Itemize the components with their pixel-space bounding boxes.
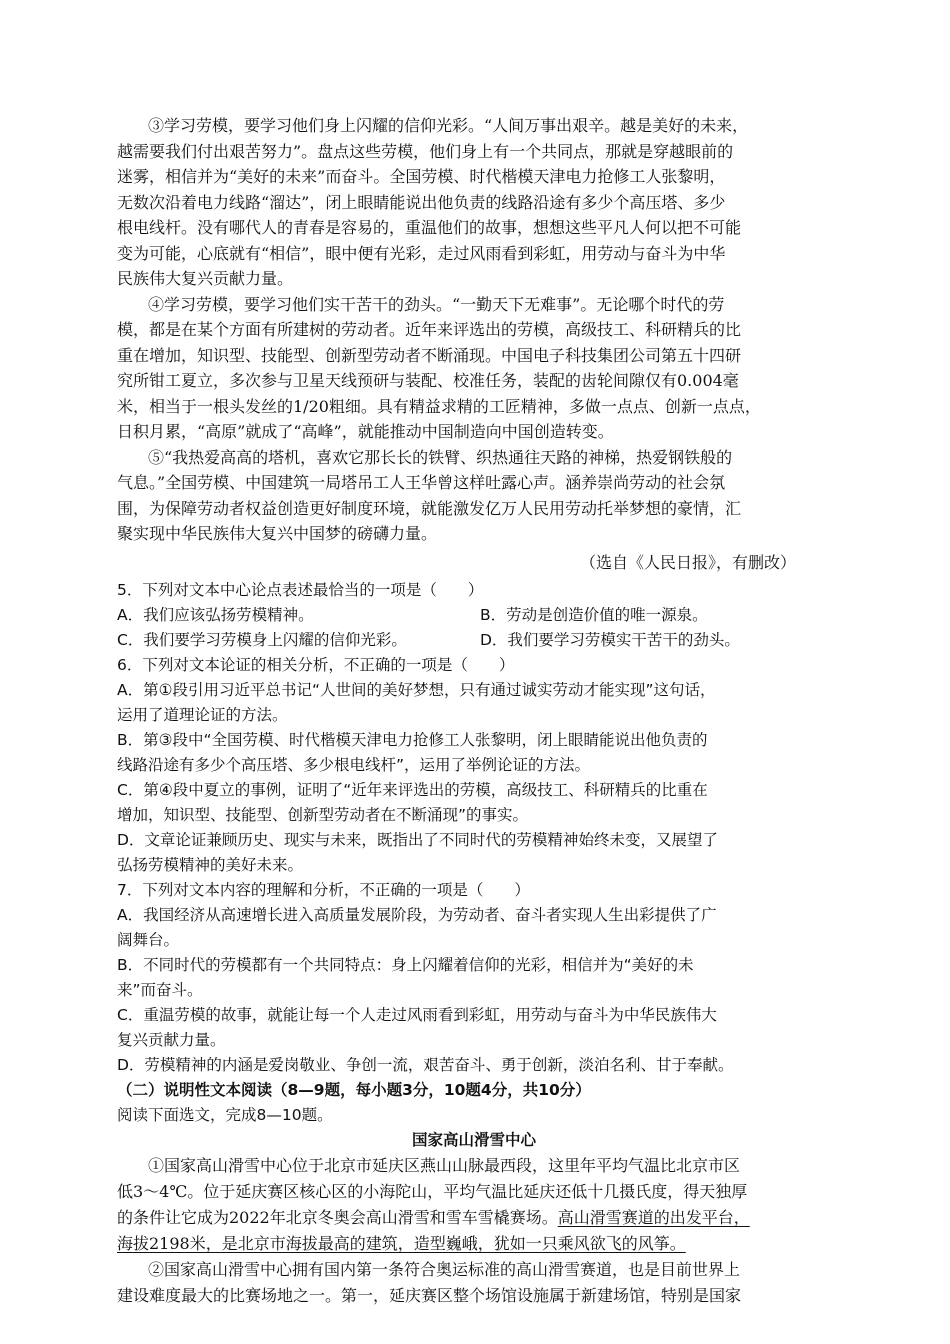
option-line: C．重温劳模的故事，就能让每一个人走过风雨看到彩虹，用劳动与奋斗为中华民族伟大 (117, 1006, 717, 1024)
text-line: 聚实现中华民族伟大复兴中国梦的磅礴力量。 (117, 524, 438, 543)
text-line: 米，相当于一根头发丝的1/20粗细。具有精益求精的工匠精神，多做一点点、创新一点点， (117, 397, 761, 416)
option-line: A．我国经济从高速增长进入高质量发展阶段，为劳动者、奋斗者实现人生出彩提供了广 (117, 906, 717, 924)
text-line: ②国家高山滑雪中心拥有国内第一条符合奥运标准的高山滑雪赛道，也是目前世界上 (148, 1260, 741, 1279)
text-line: 变为可能，心底就有“相信”，眼中便有光彩，走过风雨看到彩虹，用劳动与奋斗为中华 (117, 244, 726, 263)
section-heading: （二）说明性文本阅读（8—9题，每小题3分，10题4分，共10分） (117, 1081, 591, 1099)
option-line: 弘扬劳模精神的美好未来。 (117, 856, 304, 874)
text-line: 气息。”全国劳模、中国建筑一局塔吊工人王华曾这样吐露心声。涵养崇尚劳动的社会氛 (117, 473, 726, 492)
text-line: 根电线杆。没有哪代人的青春是容易的，重温他们的故事，想想这些平凡人何以把不可能 (117, 218, 742, 237)
option-line: 线路沿途有多少个高压塔、多少根电线杆”，运用了举例论证的方法。 (117, 756, 591, 774)
question-stem: 5．下列对文本中心论点表述最恰当的一项是（ ） (117, 581, 484, 599)
option-line: A．第①段引用习近平总书记“人世间的美好梦想，只有通过诚实劳动才能实现”这句话， (117, 681, 716, 699)
text-span: 的条件让它成为2022年北京冬奥会高山滑雪和雪车雪橇赛场。 (117, 1208, 558, 1227)
text-line: ⑤“我热爱高高的塔机，喜欢它那长长的铁臂、织热通往天路的神梯，热爱钢铁般的 (148, 448, 733, 467)
text-line: 围，为保障劳动者权益创造更好制度环境，就能激发亿万人民用劳动托举梦想的豪情，汇 (117, 499, 742, 518)
option-line: B．第③段中“全国劳模、时代楷模天津电力抢修工人张黎明，闭上眼睛能说出他负责的 (117, 731, 708, 749)
underlined-text: 海拔2198米，是北京市海拔最高的建筑，造型巍峨，犹如一只乘风欲飞的风筝。 (117, 1234, 686, 1253)
text-line: ④学习劳模，要学习他们实干苦干的劲头。“一勤天下无难事”。无论哪个时代的劳 (148, 295, 725, 314)
text-line: 建设难度最大的比赛场地之一。第一，延庆赛区整个场馆设施属于新建场馆，特别是国家 (117, 1286, 742, 1305)
option-d: D．我们要学习劳模实干苦干的劲头。 (480, 631, 740, 649)
option-line: 运用了道理论证的方法。 (117, 706, 288, 724)
text-line: 迷雾，相信并为“美好的未来”而奋斗。全国劳模、时代楷模天津电力抢修工人张黎明， (117, 167, 726, 186)
text-line: ③学习劳模，要学习他们身上闪耀的信仰光彩。“人间万事出艰辛。越是美好的未来， (148, 116, 749, 135)
option-c: C．我们要学习劳模身上闪耀的信仰光彩。 (117, 631, 407, 649)
option-line: D．文章论证兼顾历史、现实与未来，既指出了不同时代的劳模精神始终未变，又展望了 (117, 831, 718, 849)
option-line: 阔舞台。 (117, 931, 180, 949)
text-line: 民族伟大复兴贡献力量。 (117, 269, 294, 288)
text-line: 模，都是在某个方面有所建树的劳动者。近年来评选出的劳模，高级技工、科研精兵的比 (117, 320, 742, 339)
text-line: 低3～4℃。位于延庆赛区核心区的小海陀山，平均气温比延庆还低十几摄氏度，得天独厚 (117, 1182, 748, 1201)
source-citation: （选自《人民日报》，有删改） (580, 553, 797, 572)
text-line: 究所钳工夏立，多次参与卫星天线预研与装配、校准任务，装配的齿轮间隙仅有0.004毫 (117, 371, 739, 390)
option-b: B．劳动是创造价值的唯一源泉。 (480, 606, 708, 624)
option-line: B．不同时代的劳模都有一个共同特点：身上闪耀着信仰的光彩，相信并为“美好的未 (117, 956, 694, 974)
option-line: C．第④段中夏立的事例，证明了“近年来评选出的劳模，高级技工、科研精兵的比重在 (117, 781, 708, 799)
option-line: 复兴贡献力量。 (117, 1031, 226, 1049)
underlined-text: 高山滑雪赛道的出发平台， (557, 1208, 750, 1227)
article-title: 国家高山滑雪中心 (412, 1131, 537, 1149)
text-line (117, 1208, 750, 1228)
section-instruction: 阅读下面选文，完成8—10题。 (117, 1106, 333, 1124)
text-line: ①国家高山滑雪中心位于北京市延庆区燕山山脉最西段，这里年平均气温比北京市区 (148, 1156, 741, 1175)
text-line: 无数次沿着电力线路“溜达”，闭上眼睛能说出他负责的线路沿途有多少个高压塔、多少 (117, 193, 726, 212)
text-line: 重在增加，知识型、技能型、创新型劳动者不断涌现。中国电子科技集团公司第五十四研 (117, 346, 742, 365)
option-line: 增加，知识型、技能型、创新型劳动者在不断涌现”的事实。 (117, 806, 529, 824)
text-line: 越需要我们付出艰苦努力”。盘点这些劳模，他们身上有一个共同点，那就是穿越眼前的 (117, 142, 734, 161)
text-line: 日积月累，“高原”就成了“高峰”，就能推动中国制造向中国创造转变。 (117, 422, 614, 441)
question-stem: 6．下列对文本论证的相关分析，不正确的一项是（ ） (117, 656, 515, 674)
question-stem: 7．下列对文本内容的理解和分析，不正确的一项是（ ） (117, 881, 530, 899)
option-a: A．我们应该弘扬劳模精神。 (117, 606, 314, 624)
option-line: 来”而奋斗。 (117, 981, 203, 999)
option-line: D．劳模精神的内涵是爱岗敬业、争创一流，艰苦奋斗、勇于创新，淡泊名利、甘于奉献。 (117, 1056, 734, 1074)
